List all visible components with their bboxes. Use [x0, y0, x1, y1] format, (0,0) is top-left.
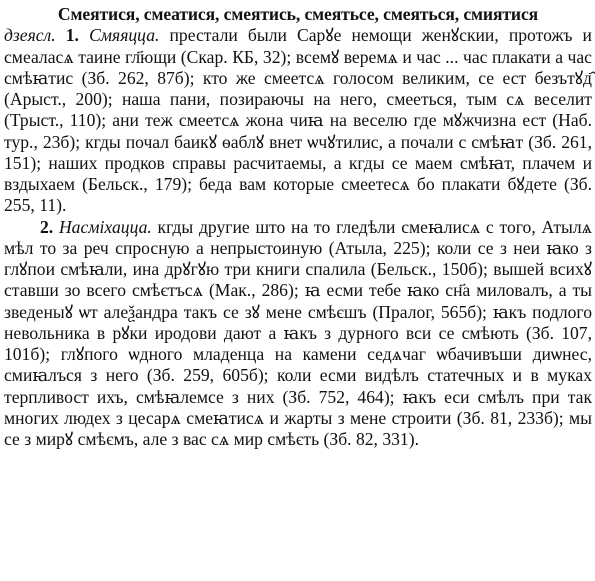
sense-1-citations: престали были Сарꙋе немощи женꙋскии, протожъ и смеаласѧ таине гл҃ющи (Скар. КБ, 32); всемꙋ веремѧ и час ... час плакати а час смѣꙗтис (Зб. 262, 87б); кто же смеетсѧ голосом великим, се ест безътꙋд҄ (Арыст., 200); наша пани, позираючы на него, смееться, тым сѧ веселит (Трыст., 110); ани теж смеетсѧ жона чиꙗ на веселю где мꙋжчизна ест (Наб. тур., 23б); кгды почал баикꙋ ѳаблꙋ внет ѡчꙋтилис, а почали с смѣꙗт (Зб. 261, 151); наших продков справы расчитаемы, а кгды се маем смѣꙗт, плачем и вздыхаем (Бельск., 179); беда вам которые смеетесѧ бо плакати бꙋдете (Зб. 255, 11).	[4, 25, 592, 216]
sense-2-citations: кгды другие што на то гледѣли смеꙗлисѧ с того, Атылѧ мѣл то за реч спросную а непрыстоиную (Атыла, 225); коли се з неи ꙗко з глꙋпои смѣꙗли, ина дрꙋгꙋю три книги спалила (Бельск., 150б); вышей всихꙋ ставши зо всего смѣєтъсѧ (Мак., 286); ꙗ есми тебе ꙗко сн҃а миловалъ, а ты зведеныꙋ ѡт алеѯандра такъ се зꙋ мене смѣєшъ (Пралог, 565б); ꙗкъ подлого невольника в рꙋки иродови дают а ꙗкъ з дурного вси се смѣють (Зб. 107, 101б); глꙋпого ѡдного младенца на камени седѧчаг ѡбачивъши диѡнес, смиꙗлъся з него (Зб. 259, 605б); коли есми видѣлъ статечных и в муках терпливост ихъ, смѣꙗлемсе з них (Зб. 752, 464); ꙗкъ еси смѣлъ при так многих людех з цесарѧ смеꙗтисѧ и жарты з мене строити (Зб. 81, 233б); мы се з мирꙋ смѣємъ, але з вас сѧ мир смѣєть (Зб. 82, 331).	[4, 216, 592, 449]
sense-2-paragraph	[4, 217, 592, 451]
sense-1-paragraph	[4, 25, 592, 216]
dictionary-entry	[4, 4, 592, 450]
sense-2-number: 2.	[40, 216, 54, 237]
sense-1-gloss: Смяяцца.	[89, 25, 160, 46]
entry-headword: Смеятися, смеатися, смеятись, смеятьсе, смеяться, смиятися	[57, 4, 539, 24]
part-of-speech-label: дзеясл.	[4, 25, 56, 46]
sense-1-number: 1.	[65, 25, 79, 46]
sense-2-gloss: Насміхацца.	[58, 216, 152, 237]
